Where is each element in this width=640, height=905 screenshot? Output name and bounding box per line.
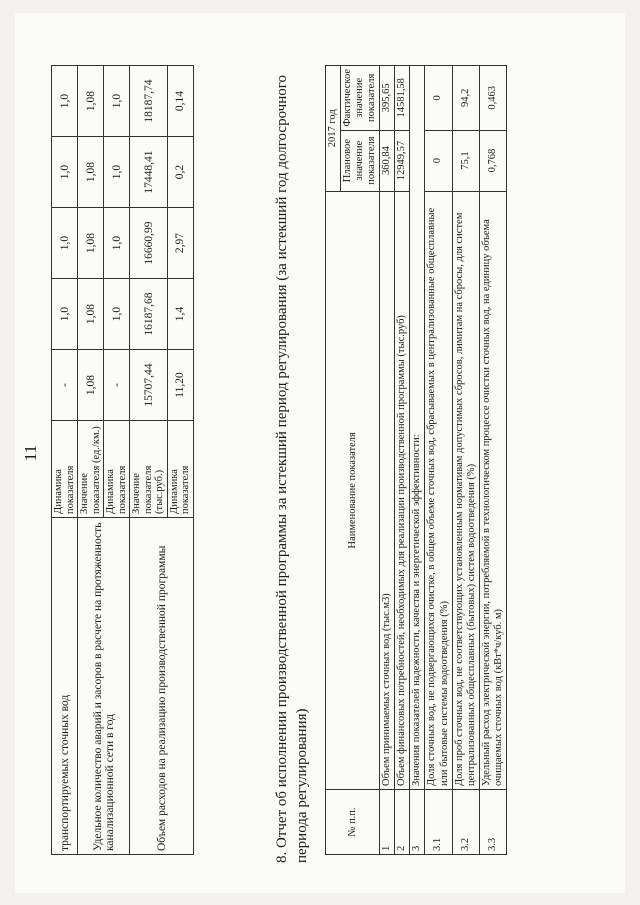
- plan-value: 12949,57: [395, 130, 410, 191]
- plan-value: 0: [425, 130, 452, 191]
- row-number: 1: [380, 789, 395, 854]
- value-cell: 1,0: [52, 207, 78, 278]
- rotated-document-page: [15, 13, 625, 893]
- value-cell: 1,0: [104, 278, 130, 349]
- indicator-name: Удельное количество аварий и засоров в расчете на протяженность канализационной сети в год: [78, 517, 130, 854]
- value-cell: 1,08: [78, 349, 104, 420]
- value-cell: 1,08: [78, 65, 104, 136]
- value-cell: 15707,44: [130, 349, 168, 420]
- value-cell: 1,0: [52, 65, 78, 136]
- row-name: Доля сточных вод, не подвергающихся очистке, в общем объеме сточных вод, сбрасываемых в централизованные общесплавные или бытовые системы водоотведения (%): [425, 191, 452, 789]
- value-cell: -: [104, 349, 130, 420]
- table-row: [130, 65, 168, 854]
- indicator-sub: Значение показателя (тыс.руб.): [130, 420, 168, 517]
- page-number: 11: [21, 444, 40, 461]
- plan-value: 75,1: [452, 130, 479, 191]
- value-cell: 0,14: [167, 65, 193, 136]
- section-heading: 8. Отчет об исполнении производственной программы за истекший период регулирования (за истекший год долгосрочного периода регулирования): [274, 74, 310, 863]
- row-name: Объем принимаемых сточных вод (тыс.м3): [380, 191, 395, 789]
- row-name: Объем финансовых потребностей, необходимых для реализации производственной программы (тыс.руб): [395, 191, 410, 789]
- indicator-sub: Значение показателя (ед./км.): [78, 420, 104, 517]
- table-row: [425, 65, 452, 854]
- value-cell: 1,0: [104, 207, 130, 278]
- indicators-table: [51, 65, 194, 855]
- table-row: [410, 65, 425, 854]
- table-row: [52, 65, 78, 854]
- row-number: 3: [410, 789, 425, 854]
- value-cell: 1,08: [78, 136, 104, 207]
- row-number: 2: [395, 789, 410, 854]
- col-header-plan: Плановое значение показателя: [341, 130, 380, 191]
- plan-value: 0,768: [479, 130, 506, 191]
- col-header-name: Наименование показателя: [326, 191, 380, 789]
- table-header-row: [326, 65, 341, 854]
- fact-value: 14581,58: [395, 65, 410, 130]
- row-name: Доля проб сточных вод, не соответствующих установленным нормативам допустимых сбросов, лимитам на сбросы, для систем централизованных общесплавных (бытовых) систем водоотведения (%): [452, 191, 479, 789]
- row-name: Значения показателей надежности, качества и энергетической эффективности:: [410, 65, 425, 789]
- col-header-year: 2017 год: [326, 65, 341, 191]
- table-row: [395, 65, 410, 854]
- value-cell: 1,08: [78, 207, 104, 278]
- value-cell: 16187,68: [130, 278, 168, 349]
- value-cell: 16660,99: [130, 207, 168, 278]
- fact-value: 94,2: [452, 65, 479, 130]
- row-number: 3.3: [479, 789, 506, 854]
- fact-value: 395,65: [380, 65, 395, 130]
- value-cell: 1,0: [52, 278, 78, 349]
- table-row: [380, 65, 395, 854]
- value-cell: 18187,74: [130, 65, 168, 136]
- value-cell: 17448,41: [130, 136, 168, 207]
- value-cell: 1,0: [52, 136, 78, 207]
- program-report-table: [325, 65, 507, 855]
- row-number: 3.2: [452, 789, 479, 854]
- indicator-sub: Динамика показателя: [104, 420, 130, 517]
- col-header-no: № п.п.: [326, 789, 380, 854]
- value-cell: 1,08: [78, 278, 104, 349]
- value-cell: 11,20: [167, 349, 193, 420]
- table-row: [452, 65, 479, 854]
- col-header-fact: Фактическое значение показателя: [341, 65, 380, 130]
- indicator-name: Объем расходов на реализацию производственной программы: [130, 517, 194, 854]
- value-cell: -: [52, 349, 78, 420]
- indicator-name: транспортируемых сточных вод: [52, 517, 78, 854]
- value-cell: 1,0: [104, 65, 130, 136]
- fact-value: 0,463: [479, 65, 506, 130]
- indicator-sub: Динамика показателя: [167, 420, 193, 517]
- table-row: [479, 65, 506, 854]
- table-row: [78, 65, 104, 854]
- value-cell: 1,0: [104, 136, 130, 207]
- plan-value: 360,84: [380, 130, 395, 191]
- row-name: Удельный расход электрической энергии, потребляемой в технологическом процессе очистки сточных вод, на единицу объема очищаемых сточных вод (кВт*ч/куб. м): [479, 191, 506, 789]
- row-number: 3.1: [425, 789, 452, 854]
- value-cell: 0,2: [167, 136, 193, 207]
- indicator-sub: Динамика показателя: [52, 420, 78, 517]
- value-cell: 2,97: [167, 207, 193, 278]
- value-cell: 1,4: [167, 278, 193, 349]
- fact-value: 0: [425, 65, 452, 130]
